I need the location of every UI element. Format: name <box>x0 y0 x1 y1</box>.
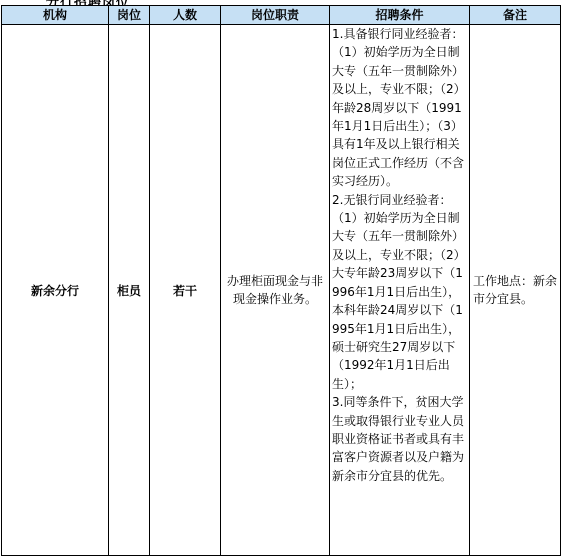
header-note: 备注 <box>470 6 561 25</box>
cell-org: 新余分行 <box>2 25 109 556</box>
table-row <box>2 25 561 556</box>
cell-post: 柜员 <box>109 25 150 556</box>
header-org: 机构 <box>2 6 109 25</box>
recruitment-table <box>1 5 561 556</box>
header-count: 人数 <box>150 6 221 25</box>
cell-note: 工作地点：新余市分宜县。 <box>470 25 561 556</box>
header-post: 岗位 <box>109 6 150 25</box>
header-duties: 岗位职责 <box>221 6 330 25</box>
requirement-1: 1.具备银行同业经验者：（1）初始学历为全日制大专（五年一贯制除外）及以上，专业不限；（2）年龄28周岁以下（1991年1月1日后出生）；（3）具有1年及以上银行相关岗位正式工作经历（不含实习经历）。 <box>332 27 466 189</box>
cell-duties: 办理柜面现金与非现金操作业务。 <box>221 25 330 556</box>
requirement-2: 2.无银行同业经验者：（1）初始学历为全日制大专（五年一贯制除外）及以上，专业不限；（2）大专年龄23周岁以下（1996年1月1日后出生），本科年龄24周岁以下（1995年1月1日后出生），硕士研究生27周岁以下（1992年1月1日后出生）； <box>332 192 466 391</box>
requirement-3: 3.同等条件下，贫困大学生或取得银行业专业人员职业资格证书者或具有丰富客户资源者以及户籍为新余市分宜县的优先。 <box>332 395 465 483</box>
header-requirements: 招聘条件 <box>330 6 470 25</box>
header-row <box>2 6 561 25</box>
cell-count: 若干 <box>150 25 221 556</box>
cell-requirements <box>330 25 470 556</box>
